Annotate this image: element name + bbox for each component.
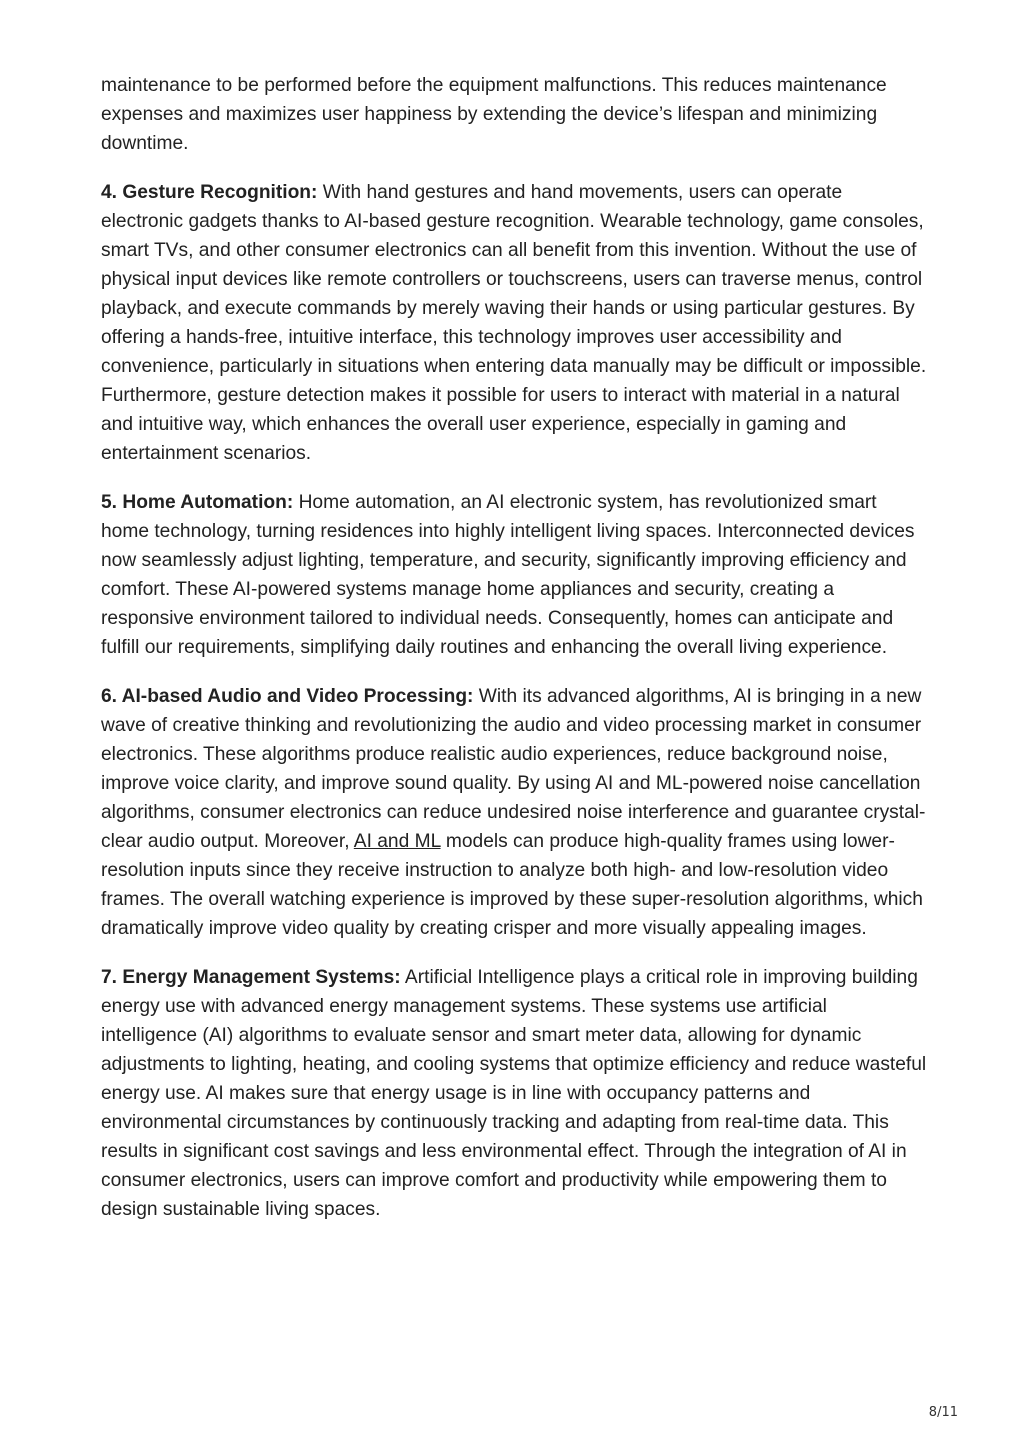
section-audio-video-processing: [101, 682, 927, 943]
section-energy-management: [101, 963, 927, 1224]
section-heading: 5. Home Automation:: [101, 492, 294, 513]
section-heading: 7. Energy Management Systems:: [101, 967, 401, 988]
section-text-before-link: With its advanced algorithms, AI is bringing in a new wave of creative thinking and revolutionizing the audio and video processing market in consumer electronics. These algorithms produce realistic audio experiences, reduce background noise, improve voice clarity, and improve sound quality. By using AI and ML-powered noise cancellation algorithms, consumer electronics can reduce undesired noise interference and guarantee crystal-clear audio output. Moreover,: [101, 686, 926, 852]
document-body: [101, 71, 927, 1244]
intro-paragraph: [101, 71, 927, 158]
section-text: Artificial Intelligence plays a critical role in improving building energy use with advanced energy management systems. These systems use artificial intelligence (AI) algorithms to evaluate sensor and smart meter data, allowing for dynamic adjustments to lighting, heating, and cooling systems that optimize efficiency and reduce wasteful energy use. AI makes sure that energy usage is in line with occupancy patterns and environmental circumstances by continuously tracking and adapting from real-time data. This results in significant cost savings and less environmental effect. Through the integration of AI in consumer electronics, users can improve comfort and productivity while empowering them to design sustainable living spaces.: [101, 967, 927, 1220]
section-home-automation: [101, 488, 927, 662]
page-number: 8/11: [928, 1405, 958, 1420]
section-heading: 4. Gesture Recognition:: [101, 182, 318, 203]
section-heading: 6. AI-based Audio and Video Processing:: [101, 686, 474, 707]
section-text-after-link: models can produce high-quality frames using lower-resolution inputs since they receive instruction to analyze both high- and low-resolution video frames. The overall watching experience is improved by these super-resolution algorithms, which dramatically improve video quality by creating crisper and more visually appealing images.: [101, 831, 923, 939]
ai-and-ml-link[interactable]: AI and ML: [353, 831, 441, 852]
section-text: With hand gestures and hand movements, users can operate electronic gadgets thanks to AI-based gesture recognition. Wearable technology, game consoles, smart TVs, and other consumer electronics can all benefit from this invention. Without the use of physical input devices like remote controllers or touchscreens, users can traverse menus, control playback, and execute commands by merely waving their hands or using particular gestures. By offering a hands-free, intuitive interface, this technology improves user accessibility and convenience, particularly in situations when entering data manually may be difficult or impossible. Furthermore, gesture detection makes it possible for users to interact with material in a natural and intuitive way, which enhances the overall user experience, especially in gaming and entertainment scenarios.: [101, 182, 927, 464]
intro-text: maintenance to be performed before the equipment malfunctions. This reduces maintenance expenses and maximizes user happiness by extending the device’s lifespan and minimizing downtime.: [101, 75, 887, 154]
section-gesture-recognition: [101, 178, 927, 468]
section-text: Home automation, an AI electronic system, has revolutionized smart home technology, turning residences into highly intelligent living spaces. Interconnected devices now seamlessly adjust lighting, temperature, and security, significantly improving efficiency and comfort. These AI-powered systems manage home appliances and security, creating a responsive environment tailored to individual needs. Consequently, homes can anticipate and fulfill our requirements, simplifying daily routines and enhancing the overall living experience.: [101, 492, 915, 658]
